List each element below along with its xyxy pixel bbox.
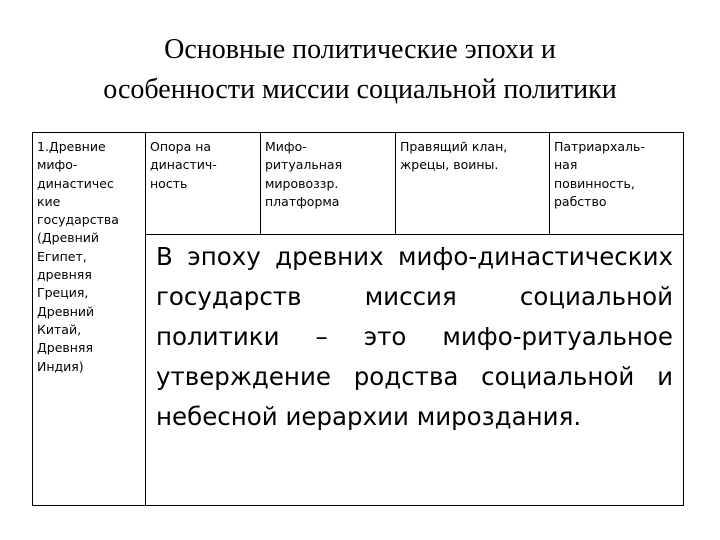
mission-cell [146, 235, 684, 506]
table-row [33, 133, 684, 235]
epoch-cell [33, 133, 146, 506]
slide-title [20, 30, 700, 110]
social-order-cell [550, 133, 684, 235]
support-text: Опора на династич- ность [150, 139, 217, 191]
title-line-2: особенности миссии социальной политики [103, 74, 617, 105]
social-order-text: Патриархаль- ная повинность, рабство [554, 139, 645, 209]
ruling-class-cell [396, 133, 550, 235]
title-line-1: Основные политические эпохи и [164, 34, 556, 65]
worldview-cell [261, 133, 396, 235]
support-cell [146, 133, 261, 235]
worldview-text: Мифо- ритуальная мировоззр. платформа [265, 139, 343, 209]
epochs-table [32, 132, 684, 506]
ruling-class-text: Правящий клан, жрецы, воины. [400, 139, 508, 173]
epoch-text: 1.Древние мифо- династичес кие государства (Древний Египет, древняя Греция, Древний Китай, Древняя Индия) [37, 139, 119, 374]
mission-text: В эпоху древних мифо-династических государств миссия социальной политики – это мифо-ритуальное утверждение родства социальной и небесной иерархии мироздания. [156, 242, 673, 431]
